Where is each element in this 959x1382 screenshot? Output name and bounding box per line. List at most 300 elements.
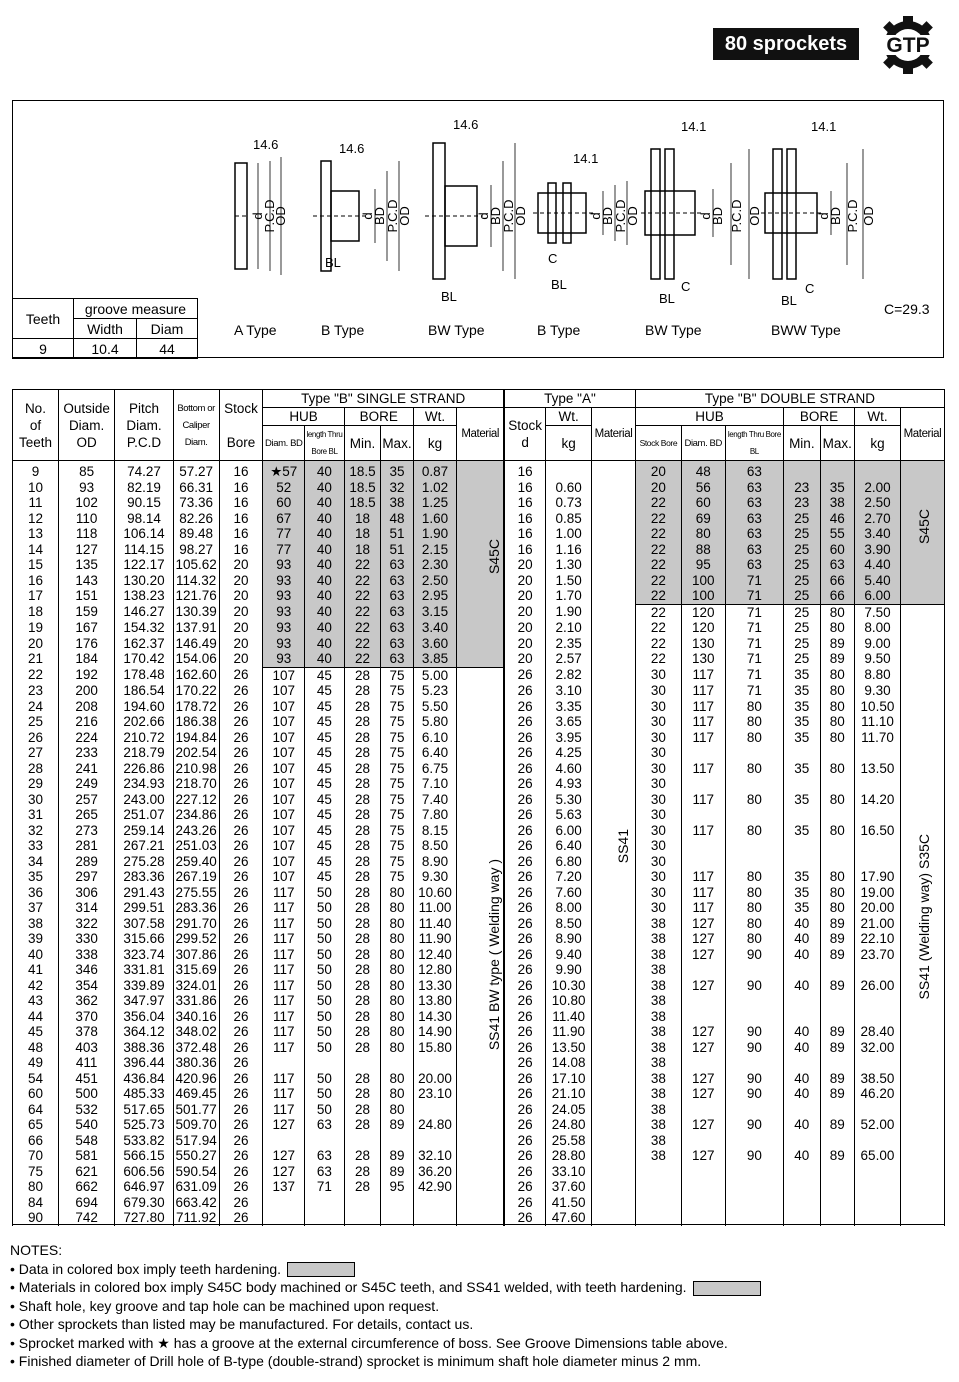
table-cell: 28: [344, 1148, 381, 1164]
table-cell: [855, 993, 901, 1009]
table-cell: 581: [58, 1148, 114, 1164]
table-cell: 35: [784, 714, 821, 730]
table-cell: 25: [784, 511, 821, 527]
table-cell: 63: [725, 511, 783, 527]
table-cell: 5.63: [546, 807, 592, 823]
table-cell: 107: [263, 761, 305, 777]
table-cell: 331.81: [115, 962, 173, 978]
table-cell: 117: [263, 916, 305, 932]
table-cell: 93: [263, 636, 305, 652]
table-cell: 63: [381, 573, 413, 589]
table-cell: 354: [58, 978, 114, 994]
table-cell: 137.91: [173, 620, 219, 636]
table-cell: [725, 1164, 783, 1180]
table-cell: 6.80: [546, 854, 592, 870]
table-cell: 5.40: [855, 573, 901, 589]
table-cell: 509.70: [173, 1117, 219, 1133]
groove-measure-header: groove measure: [74, 299, 198, 319]
table-cell: 9.00: [855, 636, 901, 652]
single-material-cell: [457, 495, 504, 511]
table-cell: 348.02: [173, 1024, 219, 1040]
table-row: [13, 683, 945, 699]
table-cell: [681, 1195, 725, 1211]
table-cell: 22: [635, 604, 681, 620]
table-cell: 63: [725, 495, 783, 511]
table-cell: 50: [305, 978, 345, 994]
table-cell: 2.30: [413, 557, 457, 573]
table-cell: 420.96: [173, 1071, 219, 1087]
table-cell: 77: [263, 526, 305, 542]
table-cell: 80: [725, 823, 783, 839]
table-cell: [855, 854, 901, 870]
table-cell: 30: [635, 714, 681, 730]
table-cell: 267.21: [115, 838, 173, 854]
table-cell: 517.94: [173, 1133, 219, 1149]
typea-material-cell: [592, 1179, 636, 1195]
table-cell: 11.90: [413, 931, 457, 947]
table-cell: 307.58: [115, 916, 173, 932]
single-length-bl-header: length Thru Bore BL: [305, 426, 345, 461]
table-cell: 16: [504, 526, 546, 542]
table-cell: 9.50: [855, 651, 901, 667]
table-cell: 202.54: [173, 745, 219, 761]
table-row: [13, 1024, 945, 1040]
table-cell: 117: [681, 667, 725, 683]
typea-material-cell: [592, 1040, 636, 1056]
table-cell: 14.90: [413, 1024, 457, 1040]
table-cell: 26: [219, 978, 263, 994]
table-cell: 28: [344, 1102, 381, 1118]
table-cell: 35: [784, 900, 821, 916]
table-cell: 100: [681, 588, 725, 604]
table-cell: 8.90: [413, 854, 457, 870]
table-cell: 0.85: [546, 511, 592, 527]
table-cell: [681, 1102, 725, 1118]
table-cell: 90: [725, 947, 783, 963]
table-cell: 80: [725, 699, 783, 715]
table-cell: 18: [344, 526, 381, 542]
table-cell: [725, 1055, 783, 1071]
table-cell: 2.35: [546, 636, 592, 652]
table-cell: 283.36: [173, 900, 219, 916]
table-cell: 16: [13, 573, 59, 589]
table-cell: 63: [725, 526, 783, 542]
typea-material-cell: [592, 1148, 636, 1164]
double-material-cell: [900, 573, 944, 589]
table-cell: 60: [820, 542, 854, 558]
notes-section: [10, 1241, 761, 1371]
table-cell: 20: [219, 557, 263, 573]
table-cell: 15: [13, 557, 59, 573]
typea-material-cell: [592, 1024, 636, 1040]
table-cell: 75: [381, 854, 413, 870]
single-material-cell: [457, 1179, 504, 1195]
table-cell: 362: [58, 993, 114, 1009]
table-cell: 48: [13, 1040, 59, 1056]
table-cell: 16: [504, 511, 546, 527]
table-cell: [784, 1102, 821, 1118]
table-cell: 18.5: [344, 495, 381, 511]
typea-material-cell: [592, 1071, 636, 1087]
table-cell: 45: [305, 807, 345, 823]
table-cell: [784, 807, 821, 823]
table-cell: 10.50: [855, 699, 901, 715]
table-cell: 50: [305, 1086, 345, 1102]
table-cell: 26: [504, 761, 546, 777]
notes-title: NOTES:: [10, 1242, 63, 1258]
table-cell: 30: [635, 885, 681, 901]
table-cell: 291.43: [115, 885, 173, 901]
table-cell: 26: [504, 792, 546, 808]
table-cell: 15.80: [413, 1040, 457, 1056]
table-cell: 210.98: [173, 761, 219, 777]
table-row: [13, 1071, 945, 1087]
single-material-cell: [457, 761, 504, 777]
col-caliper-header: Bottom or Caliper Diam.: [173, 390, 219, 461]
table-cell: [681, 745, 725, 761]
table-cell: 117: [681, 823, 725, 839]
typea-material-cell: [592, 1055, 636, 1071]
table-cell: 50: [305, 1040, 345, 1056]
table-cell: 55: [820, 526, 854, 542]
table-cell: [855, 1102, 901, 1118]
table-cell: 3.95: [546, 730, 592, 746]
table-cell: 80: [725, 792, 783, 808]
table-cell: 30: [635, 730, 681, 746]
table-cell: 339.89: [115, 978, 173, 994]
double-material-cell: [900, 636, 944, 652]
table-cell: 35: [784, 683, 821, 699]
table-row: [13, 745, 945, 761]
table-cell: 22: [635, 573, 681, 589]
typea-material-cell: [592, 1195, 636, 1211]
table-cell: 37.60: [546, 1179, 592, 1195]
table-cell: [305, 1133, 345, 1149]
table-cell: 10.30: [546, 978, 592, 994]
table-cell: 90: [725, 1024, 783, 1040]
dim-bw2-c: C: [681, 279, 691, 294]
table-cell: [725, 1133, 783, 1149]
table-cell: 28: [344, 1009, 381, 1025]
groove-diam-value: 44: [137, 339, 198, 359]
table-cell: 525.73: [115, 1117, 173, 1133]
table-cell: [820, 1055, 854, 1071]
table-cell: 120: [681, 620, 725, 636]
typea-material-cell: [592, 900, 636, 916]
typea-stock-header: Stock d: [504, 408, 546, 461]
table-cell: 93: [58, 480, 114, 496]
table-cell: 30: [635, 683, 681, 699]
table-cell: 75: [381, 807, 413, 823]
table-cell: 117: [681, 900, 725, 916]
table-cell: 227.12: [173, 792, 219, 808]
table-cell: 117: [263, 885, 305, 901]
table-cell: 4.25: [546, 745, 592, 761]
table-cell: 26: [219, 947, 263, 963]
dim-label: OD: [747, 206, 762, 226]
single-material-cell: [457, 1117, 504, 1133]
table-cell: 8.00: [546, 900, 592, 916]
table-cell: 73.36: [173, 495, 219, 511]
table-cell: [413, 1102, 457, 1118]
table-cell: 26: [219, 823, 263, 839]
dim-label: OD: [861, 206, 876, 226]
table-cell: 21.10: [546, 1086, 592, 1102]
table-cell: 20: [504, 620, 546, 636]
table-cell: 26: [219, 1210, 263, 1226]
table-cell: 20: [219, 636, 263, 652]
table-cell: 273: [58, 823, 114, 839]
double-material-bottom: SS41 (Welding way) S35C: [916, 834, 932, 1000]
table-cell: 3.85: [413, 651, 457, 667]
table-cell: 80: [725, 931, 783, 947]
table-cell: 194.84: [173, 730, 219, 746]
table-cell: 20: [504, 636, 546, 652]
table-cell: 10.60: [413, 885, 457, 901]
table-cell: 16.50: [855, 823, 901, 839]
table-cell: 70: [13, 1148, 59, 1164]
table-cell: 35: [784, 885, 821, 901]
table-cell: [263, 1133, 305, 1149]
single-strand-header: Type "B" SINGLE STRAND: [263, 390, 504, 408]
table-cell: 45: [305, 869, 345, 885]
table-cell: [820, 1133, 854, 1149]
table-cell: [381, 1195, 413, 1211]
table-cell: [681, 993, 725, 1009]
table-cell: 66.31: [173, 480, 219, 496]
table-cell: 85: [58, 461, 114, 480]
table-cell: 26: [504, 683, 546, 699]
table-cell: 117: [681, 730, 725, 746]
table-cell: 71: [725, 636, 783, 652]
table-cell: 233: [58, 745, 114, 761]
table-cell: 37: [13, 900, 59, 916]
single-material-cell: [457, 1055, 504, 1071]
table-cell: 80: [820, 683, 854, 699]
table-cell: [820, 854, 854, 870]
table-cell: 0.60: [546, 480, 592, 496]
table-cell: 26: [219, 1009, 263, 1025]
dim-label: d: [816, 212, 831, 220]
table-cell: 22: [344, 557, 381, 573]
table-cell: 742: [58, 1210, 114, 1226]
table-cell: 26: [219, 900, 263, 916]
typea-material-cell: [592, 730, 636, 746]
table-row: [13, 869, 945, 885]
table-cell: 45: [13, 1024, 59, 1040]
note-item: • Sprocket marked with ★ has a groove at the external circumference of boss. See Groove Dimensions table above.: [10, 1334, 728, 1351]
table-cell: 40: [305, 526, 345, 542]
table-cell: [855, 1179, 901, 1195]
table-cell: 26: [504, 838, 546, 854]
type-label-bw2: BW Type: [645, 322, 702, 338]
table-cell: 28: [13, 761, 59, 777]
material-swatch: [693, 1281, 761, 1296]
table-cell: 2.50: [413, 573, 457, 589]
typea-material-cell: [592, 761, 636, 777]
double-material-cell: [900, 730, 944, 746]
table-cell: 63: [381, 651, 413, 667]
dim-b2-bl: BL: [551, 277, 567, 292]
table-cell: 26: [504, 1210, 546, 1226]
table-cell: 20: [504, 573, 546, 589]
table-cell: 23.10: [413, 1086, 457, 1102]
table-cell: 107: [263, 807, 305, 823]
table-cell: 13.50: [546, 1040, 592, 1056]
table-row: [13, 542, 945, 558]
table-cell: 28: [344, 947, 381, 963]
table-cell: 186.54: [115, 683, 173, 699]
dim-label: BD: [710, 206, 725, 226]
table-cell: 20: [504, 604, 546, 620]
table-cell: 63: [305, 1117, 345, 1133]
typea-material-cell: [592, 931, 636, 947]
table-cell: 48: [381, 511, 413, 527]
table-row: [13, 588, 945, 604]
double-material-cell: [900, 1210, 944, 1226]
table-cell: 17: [13, 588, 59, 604]
table-cell: 28: [344, 900, 381, 916]
table-cell: 251.07: [115, 807, 173, 823]
table-row: [13, 480, 945, 496]
dim-label: BD: [488, 206, 503, 226]
table-cell: 17.90: [855, 869, 901, 885]
table-cell: 80: [820, 885, 854, 901]
typea-material-cell: [592, 792, 636, 808]
table-cell: 45: [305, 745, 345, 761]
groove-diam-header: Diam: [137, 319, 198, 339]
table-cell: 265: [58, 807, 114, 823]
table-cell: 26: [504, 1164, 546, 1180]
dim-label: OD: [397, 206, 412, 226]
table-cell: 38: [635, 1055, 681, 1071]
table-cell: [681, 1133, 725, 1149]
table-cell: 7.50: [855, 604, 901, 620]
single-material-cell: [457, 1164, 504, 1180]
table-cell: 117: [681, 869, 725, 885]
table-cell: [784, 745, 821, 761]
table-cell: 30: [635, 792, 681, 808]
table-cell: [344, 1133, 381, 1149]
table-cell: 694: [58, 1195, 114, 1211]
table-cell: 8.15: [413, 823, 457, 839]
table-cell: 26: [504, 1040, 546, 1056]
table-cell: 50: [305, 1024, 345, 1040]
table-row: [13, 557, 945, 573]
table-cell: 117: [263, 947, 305, 963]
single-material-cell: [457, 1195, 504, 1211]
single-bore-header: BORE: [344, 408, 413, 426]
table-cell: 107: [263, 823, 305, 839]
table-cell: 26: [504, 1086, 546, 1102]
table-cell: 22: [344, 604, 381, 620]
table-cell: 451: [58, 1071, 114, 1087]
table-cell: 6.75: [413, 761, 457, 777]
table-row: [13, 776, 945, 792]
table-cell: 31: [13, 807, 59, 823]
table-cell: 299.52: [173, 931, 219, 947]
table-cell: 26: [219, 745, 263, 761]
table-cell: 306: [58, 885, 114, 901]
table-cell: 540: [58, 1117, 114, 1133]
table-cell: 25: [784, 636, 821, 652]
double-material-cell: [900, 1102, 944, 1118]
table-cell: 20: [504, 651, 546, 667]
single-material-cell: [457, 1148, 504, 1164]
table-cell: [784, 1009, 821, 1025]
table-cell: 469.45: [173, 1086, 219, 1102]
table-cell: 75: [381, 730, 413, 746]
table-cell: 26: [219, 916, 263, 932]
dim-bw2-width: 14.1: [681, 119, 707, 134]
table-cell: 0.73: [546, 495, 592, 511]
table-cell: 10.80: [546, 993, 592, 1009]
table-cell: 117: [681, 792, 725, 808]
table-cell: [681, 776, 725, 792]
table-row: [13, 1210, 945, 1226]
table-cell: 314: [58, 900, 114, 916]
table-cell: 107: [263, 869, 305, 885]
table-cell: 9.30: [413, 869, 457, 885]
table-cell: 105.62: [173, 557, 219, 573]
table-cell: 11.40: [413, 916, 457, 932]
table-cell: 35: [784, 699, 821, 715]
table-cell: 90: [725, 1148, 783, 1164]
table-cell: 4.40: [855, 557, 901, 573]
table-cell: 186.38: [173, 714, 219, 730]
table-cell: 16: [504, 495, 546, 511]
table-cell: 178.48: [115, 667, 173, 683]
table-cell: 80: [381, 1086, 413, 1102]
table-cell: 297: [58, 869, 114, 885]
table-cell: 259.40: [173, 854, 219, 870]
table-cell: 114.15: [115, 542, 173, 558]
typea-material-cell: [592, 495, 636, 511]
table-cell: 7.80: [413, 807, 457, 823]
table-cell: 117: [263, 931, 305, 947]
table-cell: 75: [13, 1164, 59, 1180]
double-material-header: Material: [900, 408, 944, 461]
table-cell: 3.35: [546, 699, 592, 715]
double-material-cell: [900, 667, 944, 683]
table-cell: 20: [635, 461, 681, 480]
table-cell: 28: [344, 683, 381, 699]
table-cell: [820, 838, 854, 854]
table-cell: 28: [344, 1179, 381, 1195]
table-cell: 21.00: [855, 916, 901, 932]
double-max-header: Max.: [820, 426, 854, 461]
dim-label: P.C.D: [385, 199, 400, 233]
table-cell: 22: [635, 526, 681, 542]
table-row: [13, 495, 945, 511]
table-cell: 107: [263, 714, 305, 730]
table-row: [13, 916, 945, 932]
table-cell: 38: [635, 1086, 681, 1102]
table-cell: 26: [219, 1055, 263, 1071]
table-cell: 89: [381, 1117, 413, 1133]
table-cell: 80: [820, 730, 854, 746]
table-cell: 51: [381, 526, 413, 542]
table-cell: 11.90: [546, 1024, 592, 1040]
table-cell: [681, 1210, 725, 1226]
table-cell: 20: [635, 480, 681, 496]
dim-label: P.C.D: [262, 199, 277, 233]
table-cell: [855, 1195, 901, 1211]
table-cell: [784, 461, 821, 480]
single-diam-bd-header: Diam. BD: [263, 426, 305, 461]
table-cell: 12: [13, 511, 59, 527]
table-cell: 26: [219, 1071, 263, 1087]
